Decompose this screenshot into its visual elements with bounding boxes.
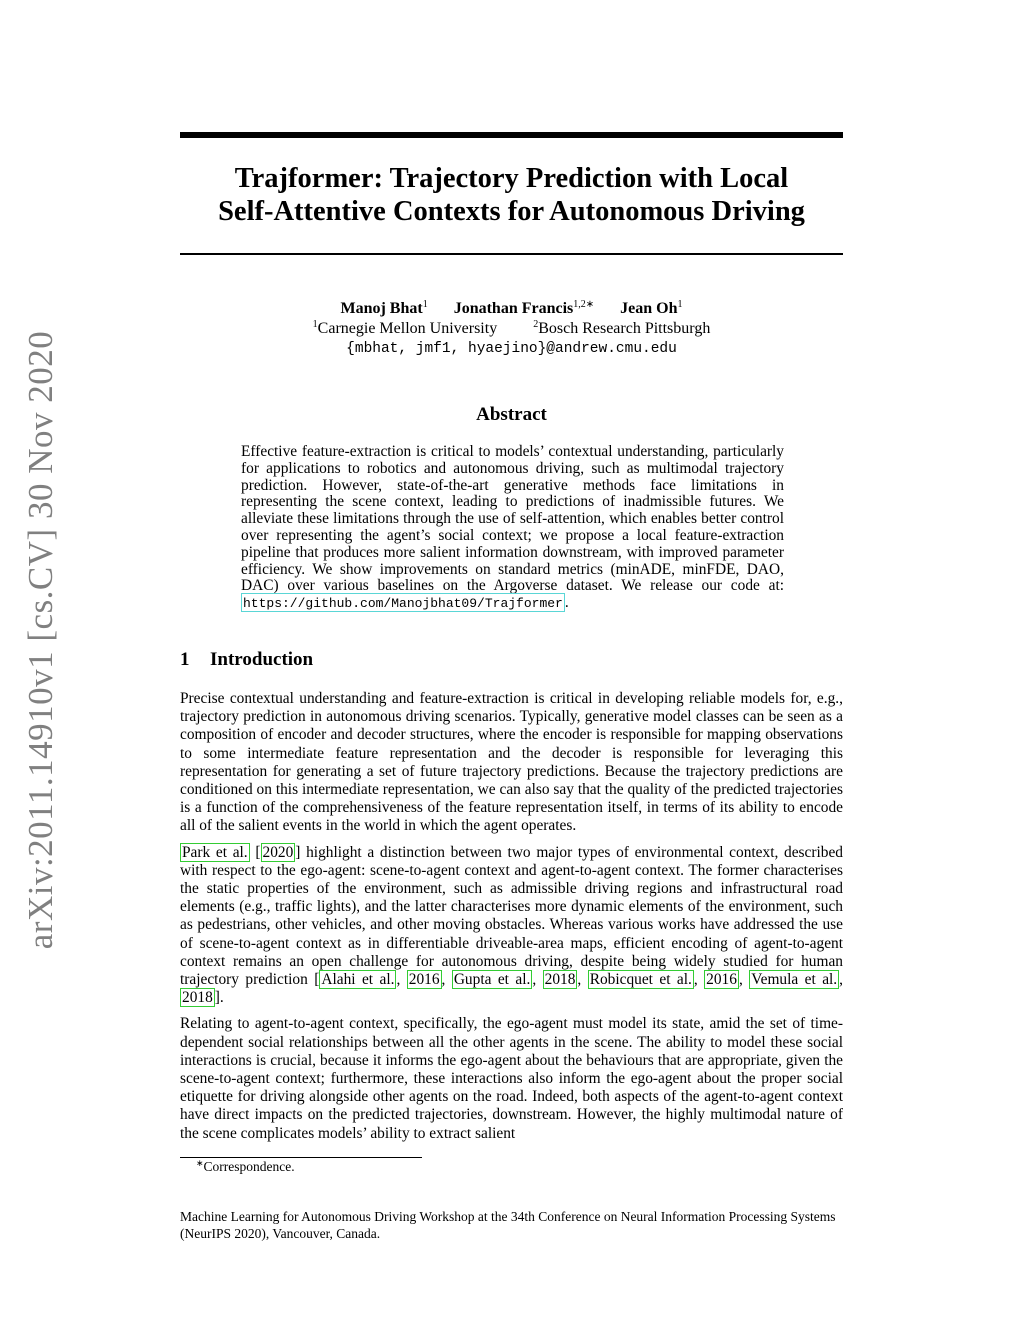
affiliation-name: Carnegie Mellon University — [317, 320, 498, 337]
arxiv-sidebar — [8, 330, 74, 950]
citation-link[interactable]: Gupta et al. — [453, 971, 531, 989]
arxiv-identifier: arXiv:2011.14910v1 [cs.CV] 30 Nov 2020 — [21, 330, 61, 950]
section-title: Introduction — [210, 649, 314, 670]
citation-year-link[interactable]: 2016 — [706, 971, 737, 989]
abstract-end: . — [564, 594, 569, 612]
author-name: Jean Oh — [620, 300, 678, 317]
paragraph-3: Relating to agent-to-agent context, specifically, the ego-agent must model its state, amid the set of time-dependent social relationships between all the other agents in the scene. The ability to model these social interactions is crucial, because it informs the ego-agent about the behaviours that are appropriate, given the scene-to-agent context; furthermore, these interactions also inform the ego-agent about the proper social etiquette for driving alongside other agents on the road. Indeed, both aspects of the agent-to-agent context have direct impacts on the predicted trajectories, downstream. However, the highly multimodal nature of the scene complicates models’ ability to extract salient — [180, 1015, 843, 1142]
citation-link[interactable]: Alahi et al. — [321, 971, 395, 989]
footnote-mark: ∗ — [196, 1158, 204, 1168]
citation-bracket: [ — [255, 843, 261, 861]
citation-link[interactable]: Robicquet et al. — [589, 971, 692, 989]
citation-year-link[interactable]: 2020 — [262, 843, 294, 861]
author-superscript: 1 — [677, 299, 683, 310]
introduction-body — [180, 690, 843, 1151]
title-line-1: Trajformer: Trajectory Prediction with Local — [234, 163, 789, 194]
citation-year-link[interactable]: 2016 — [408, 971, 440, 989]
paragraph-2-text: highlight a distinction between two major types of environmental context, described with respect to the ego-agent: scene-to-agent context and agent-to-agent context. The former characterises the static properties of the environment, such as admissible driving regions and infrastructural road elements (e.g., traffic lights), and the latter characterises more dynamic elements of the environment, such as pedestrians, other vehicles, and other moving obstacles. Whereas various works have addressed the use of scene-to-agent context as in differentiable driveable-area maps, efficient encoding of agent-to-agent context remains an open challenge for autonomous driving, despite being widely studied for human trajectory prediction — [180, 843, 843, 989]
paper-title — [180, 162, 843, 228]
author-email: {mbhat, jmf1, hyaejino}@andrew.cmu.edu — [346, 341, 677, 357]
author-names — [180, 299, 843, 319]
affiliations — [180, 319, 843, 339]
paragraph-1: Precise contextual understanding and feature-extraction is critical in developing reliable models for, e.g., trajectory prediction in autonomous driving scenarios. Typically, generative model classes can be seen as a composition of encoder and decoder structures, where the encoder is responsible for mapping observations to some intermediate feature representation and the decoder is responsible for leveraging this representation for generating a set of future trajectory predictions. Because the trajectory predictions are conditioned on this intermediate representation, we can also say that the quality of the predicted trajectories is a function of the comprehensiveness of the feature representation itself, in terms of its ability to encode all of the salient events in the world in which the agent operates. — [180, 690, 843, 835]
affiliation-name: Bosch Research Pittsburgh — [538, 320, 711, 337]
author-superscript: 1,2∗ — [573, 299, 595, 310]
paragraph-2: Park et al. [ 2020 ] highlight a distinction between two major types of environmental context, described with respect to the ego-agent: scene-to-agent context and agent-to-agent context. The former characterises the static properties of the environment, such as admissible driving regions and infrastructural road elements (e.g., traffic lights), and the latter characterises more dynamic elements of the environment, such as pedestrians, other vehicles, and other moving obstacles. Whereas various works have addressed the use of scene-to-agent context as in differentiable driveable-area maps, efficient encoding of agent-to-agent context remains an open challenge for autonomous driving, despite being widely studied for human trajectory prediction [ Alahi et al. , 2016 , Gupta et al. , 2018 , Robicquet et al. , 2016 , Vemula et al. , 2018 ]. — [180, 843, 844, 1007]
title-bottom-rule — [180, 253, 843, 255]
venue-note: Machine Learning for Autonomous Driving Workshop at the 34th Conference on Neural Information Processing Systems (NeurIPS 2020), Vancouver, Canada. — [180, 1209, 836, 1241]
citation-year-link[interactable]: 2018 — [544, 971, 576, 989]
abstract-body: Effective feature-extraction is critical to models’ contextual understanding, particularly for applications to robotics and autonomous driving, such as multimodal trajectory prediction. However, state-of-the-art generative methods face limitations in representing the scene context, leading to predictions of inadmissible futures. We alleviate these limitations through the use of self-attention, which enables better control over representing the agent’s social context; we propose a local feature-extraction pipeline that produces more salient information downstream, with improved parameter efficiency. We show improvements on standard metrics (minADE, minFDE, DAO, DAC) over various baselines on the Argoverse dataset. We release our code at: — [241, 443, 784, 595]
citation-year-link[interactable]: 2018 — [182, 989, 213, 1007]
section-heading-introduction — [180, 649, 843, 671]
citation-link[interactable]: Park et al. — [182, 843, 248, 861]
title-top-rule — [180, 132, 843, 138]
footnote-text: Correspondence. — [203, 1159, 295, 1174]
author-name: Jonathan Francis — [453, 300, 574, 317]
abstract-text — [241, 444, 784, 613]
footnote — [196, 1159, 295, 1175]
code-link-url[interactable]: https://github.com/Manojbhat09/Trajformer — [243, 596, 563, 612]
code-link[interactable] — [241, 593, 565, 612]
affiliation-superscript: 1 — [312, 319, 318, 330]
abstract-heading: Abstract — [476, 404, 547, 425]
author-block — [180, 299, 843, 359]
citation-link[interactable]: Vemula et al. — [751, 971, 838, 989]
citation-end: ]. — [214, 989, 224, 1007]
title-line-2: Self-Attentive Contexts for Autonomous Driving — [218, 196, 805, 227]
affiliation-superscript: 2 — [533, 319, 539, 330]
author-superscript: 1 — [422, 299, 428, 310]
footnote-rule — [180, 1157, 422, 1158]
citation-bracket: ] — [295, 843, 301, 861]
author-name: Manoj Bhat — [340, 300, 423, 317]
section-number: 1 — [180, 649, 190, 670]
